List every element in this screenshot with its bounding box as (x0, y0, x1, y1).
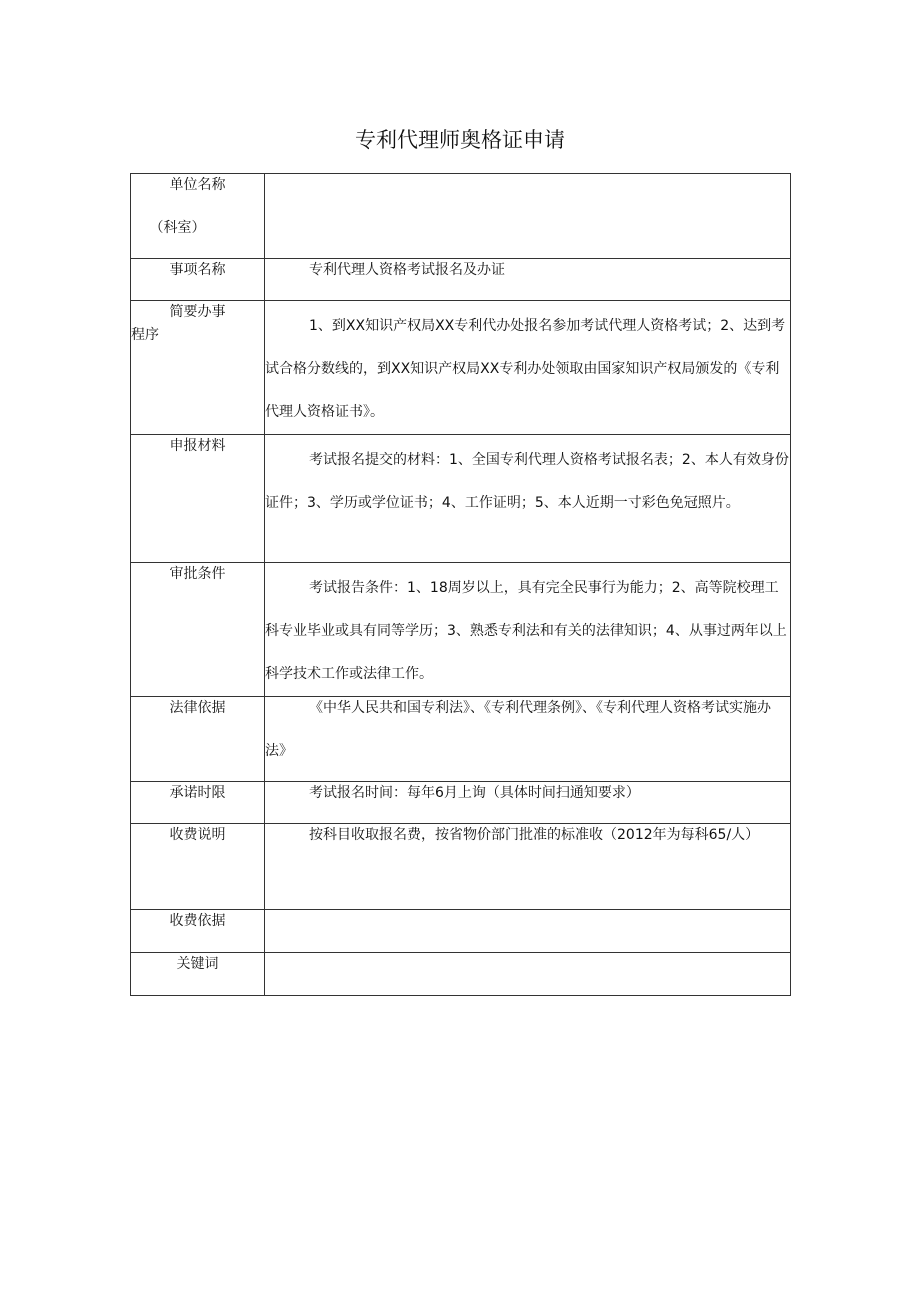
value-procedure (265, 301, 791, 435)
table-row (131, 824, 791, 910)
value-approval-conditions (265, 563, 791, 697)
value-time-limit (265, 782, 791, 824)
label-fee-description (131, 824, 265, 910)
label-procedure-line1: 简要办事 (169, 304, 226, 320)
label-fee-basis-text: 收费依据 (169, 913, 226, 929)
value-time-limit-text: 考试报名时间：每年6月上询（具体时间扫通知要求） (309, 785, 640, 801)
label-legal-basis-text: 法律依据 (169, 700, 226, 716)
label-materials-text: 申报材料 (169, 438, 226, 454)
value-materials (265, 435, 791, 563)
value-fee-basis (265, 910, 791, 953)
value-materials-text: 考试报名提交的材料：1、全国专利代理人资格考试报名表；2、本人有效身份证件；3、学历或学位证书；4、工作证明；5、本人近期一寸彩色免冠照片。 (265, 452, 789, 511)
label-keywords (131, 953, 265, 996)
label-item-name (131, 259, 265, 301)
document-title: 专利代理师奥格证申请 (355, 128, 565, 152)
table-row (131, 910, 791, 953)
label-unit-name-line2: （科室） (149, 220, 206, 236)
value-item-name (265, 259, 791, 301)
value-keywords (265, 953, 791, 996)
value-fee-description-text: 按科目收取报名费，按省物价部门批准的标准收（2012年为每科65/人） (309, 827, 760, 843)
table-row (131, 259, 791, 301)
table-row (131, 697, 791, 782)
label-approval-conditions-text: 审批条件 (169, 566, 226, 582)
label-fee-description-text: 收费说明 (169, 827, 226, 843)
value-procedure-text: 1、到XX知识产权局XX专利代办处报名参加考试代理人资格考试；2、达到考试合格分数线的，到XX知识产权局XX专利办处领取由国家知识产权局颁发的《专利代理人资格证书》。 (265, 318, 786, 420)
table-row (131, 953, 791, 996)
value-legal-basis (265, 697, 791, 782)
value-fee-description (265, 824, 791, 910)
label-item-name-text: 事项名称 (169, 262, 226, 278)
table-row (131, 435, 791, 563)
table-row (131, 301, 791, 435)
label-materials (131, 435, 265, 563)
table-row (131, 174, 791, 259)
label-time-limit (131, 782, 265, 824)
label-procedure-line2: 程序 (131, 327, 159, 343)
label-legal-basis (131, 697, 265, 782)
label-unit-name (131, 174, 265, 259)
value-legal-basis-text: 《中华人民共和国专利法》、《专利代理条例》、《专利代理人资格考试实施办法》 (265, 700, 771, 759)
value-item-name-text: 专利代理人资格考试报名及办证 (309, 262, 505, 278)
label-time-limit-text: 承诺时限 (169, 785, 226, 801)
label-procedure (131, 301, 265, 435)
table-row (131, 563, 791, 697)
application-form-table (130, 173, 791, 996)
label-unit-name-line1: 单位名称 (169, 177, 226, 193)
table-row (131, 782, 791, 824)
label-approval-conditions (131, 563, 265, 697)
label-fee-basis (131, 910, 265, 953)
label-keywords-text: 关键词 (176, 956, 219, 972)
value-unit-name (265, 174, 791, 259)
value-approval-conditions-text: 考试报告条件：1、18周岁以上，具有完全民事行为能力；2、高等院校理工科专业毕业或具有同等学历；3、熟悉专利法和有关的法律知识；4、从事过两年以上科学技术工作或法律工作。 (265, 580, 787, 682)
